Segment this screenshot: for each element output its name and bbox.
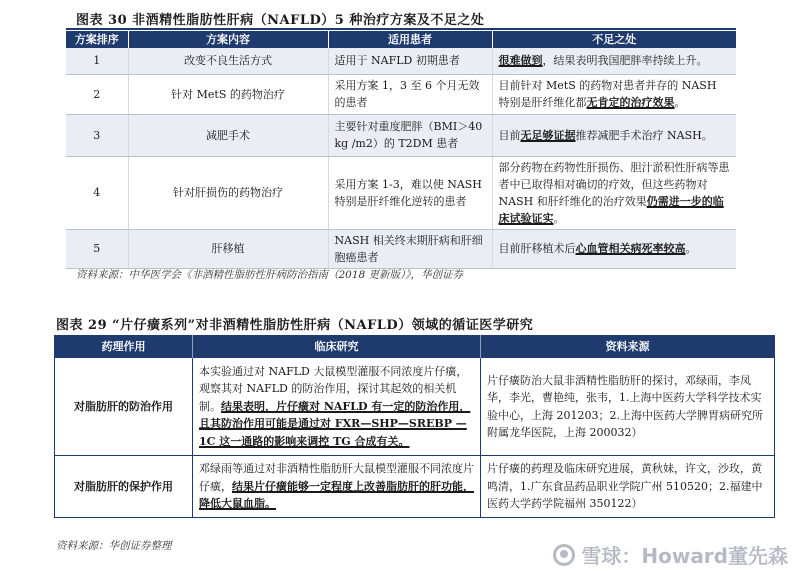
- table-header-row: [55, 336, 775, 358]
- cell-text: 目前针对 MetS 的药物对患者并存的 NASH 特别是肝纤维化都: [498, 79, 717, 109]
- rank-cell: 5: [66, 229, 128, 268]
- cell-text: 。: [553, 211, 565, 225]
- ref-cell: 片仔癀的药理及临床研究进展，黄秋妹，许文，沙玫，黄鸣清，1.广东食品药品职业学院广州 510520；2.福建中医药大学药学院福州 350122）: [481, 456, 775, 518]
- patients-cell: NASH 相关终末期肝病和肝细胞癌患者: [328, 229, 492, 268]
- content-cell: 针对 MetS 的药物治疗: [128, 74, 328, 114]
- rank-cell: 2: [66, 74, 128, 114]
- patients-cell: 主要针对重度肥胖（BMI＞40 kg /m2）的 T2DM 患者: [328, 114, 492, 156]
- study-cell: [193, 456, 481, 518]
- highlight-text: 结果片仔癀能够一定程度上改善脂肪肝的肝功能，降低大鼠血脂。: [199, 479, 474, 510]
- cell-text: 推荐减肥手术治疗 NASH。: [575, 128, 713, 142]
- cell-text: 目前: [498, 128, 521, 142]
- highlight-text: 心血管相关病死率较高: [575, 242, 686, 255]
- col-header-effect: 药理作用: [55, 336, 193, 358]
- table1-title: 图表 30 非酒精性脂肪性肝病（NAFLD）5 种治疗方案及不足之处: [76, 13, 485, 28]
- col-header-rank: 方案排序: [66, 31, 128, 48]
- col-header-patients: 适用患者: [328, 31, 492, 48]
- cell-text: ，结果表明我国肥胖率持续上升。: [542, 54, 708, 68]
- table1-source: 资料来源：中华医学会《非酒精性脂肪性肝病防治指南（2018 更新版）》，华创证券: [76, 269, 464, 281]
- table-row: [66, 74, 736, 114]
- deficit-cell: [492, 229, 736, 268]
- watermark: [553, 540, 788, 569]
- table-header-row: [66, 31, 736, 48]
- highlight-text: 无足够证据: [520, 128, 576, 142]
- table-row: [66, 229, 736, 268]
- patients-cell: 适用于 NAFLD 初期患者: [328, 48, 492, 74]
- effect-cell: 对脂肪肝的保护作用: [55, 456, 193, 518]
- table-row: [66, 48, 736, 74]
- col-header-study: 临床研究: [193, 336, 481, 358]
- cell-text: 邓绿雨等通过对非酒精性脂肪肝大鼠模型灌服不同浓度片仔癀，: [199, 462, 474, 493]
- deficit-cell: [492, 156, 736, 229]
- cell-text: 本实验通过对 NAFLD 大鼠模型灌服不同浓度片仔癀，观察其对 NAFLD 的防治作用，探讨其起效的相关机制。: [199, 364, 468, 413]
- treatment-table: [66, 31, 736, 269]
- highlight-text: 很难做到: [498, 54, 543, 68]
- evidence-table: [54, 335, 775, 518]
- table-row: [66, 114, 736, 156]
- rank-cell: 4: [66, 156, 128, 229]
- table-row: [55, 358, 775, 456]
- col-header-deficit: 不足之处: [492, 31, 736, 48]
- cell-text: 。: [674, 96, 686, 109]
- watermark-text: 雪球：Howard董先森: [581, 544, 788, 568]
- deficit-cell: [492, 114, 736, 156]
- table-row: [66, 156, 736, 229]
- col-header-ref: 资料来源: [481, 336, 775, 358]
- cell-text: 目前肝移植术后: [498, 242, 576, 255]
- snowball-logo-icon: [553, 544, 575, 566]
- patients-cell: 采用方案 1，3 至 6 个月无效的患者: [328, 74, 492, 114]
- deficit-cell: [492, 48, 736, 74]
- effect-cell: 对脂肪肝的防治作用: [55, 358, 193, 456]
- table2-title: 图表 29 “片仔癀系列”对非酒精性脂肪性肝病（NAFLD）领域的循证医学研究: [56, 318, 534, 333]
- table1-top-rule: [66, 28, 736, 30]
- content-cell: 改变不良生活方式: [128, 48, 328, 74]
- cell-text: 部分药物在药物性肝损伤、胆汁淤积性肝病等患者中已取得相对确切的疗效，但这些药物对 NASH 和肝纤维化的治疗效果: [498, 160, 730, 208]
- table-row: [55, 456, 775, 518]
- table2-source: 资料来源：华创证券整理: [56, 540, 172, 552]
- patients-cell: 采用方案 1-3，难以使 NASH 特别是肝纤维化逆转的患者: [328, 156, 492, 229]
- col-header-content: 方案内容: [128, 31, 328, 48]
- rank-cell: 3: [66, 114, 128, 156]
- rank-cell: 1: [66, 48, 128, 74]
- highlight-text: 仍需进一步的临床试验证实: [498, 194, 724, 225]
- cell-text: 。: [685, 242, 697, 255]
- ref-cell: 片仔癀防治大鼠非酒精性脂肪肝的探讨，邓绿雨，李凤华，李光，曹艳纯，张韦，1.上海中医药大学科学技术实验中心，上海 201203；2.上海中医药大学脾胃病研究所附属龙华医院，上海 200032）: [481, 358, 775, 456]
- highlight-text: 结果表明，片仔癀对 NAFLD 有一定的防治作用，且其防治作用可能是通过对 FXR—SHP—SREBP — 1C 这一通路的影响来调控 TG 合成有关。: [199, 399, 471, 448]
- study-cell: [193, 358, 481, 456]
- content-cell: 减肥手术: [128, 114, 328, 156]
- deficit-cell: [492, 74, 736, 114]
- content-cell: 针对肝损伤的药物治疗: [128, 156, 328, 229]
- content-cell: 肝移植: [128, 229, 328, 268]
- highlight-text: 无肯定的治疗效果: [586, 96, 675, 109]
